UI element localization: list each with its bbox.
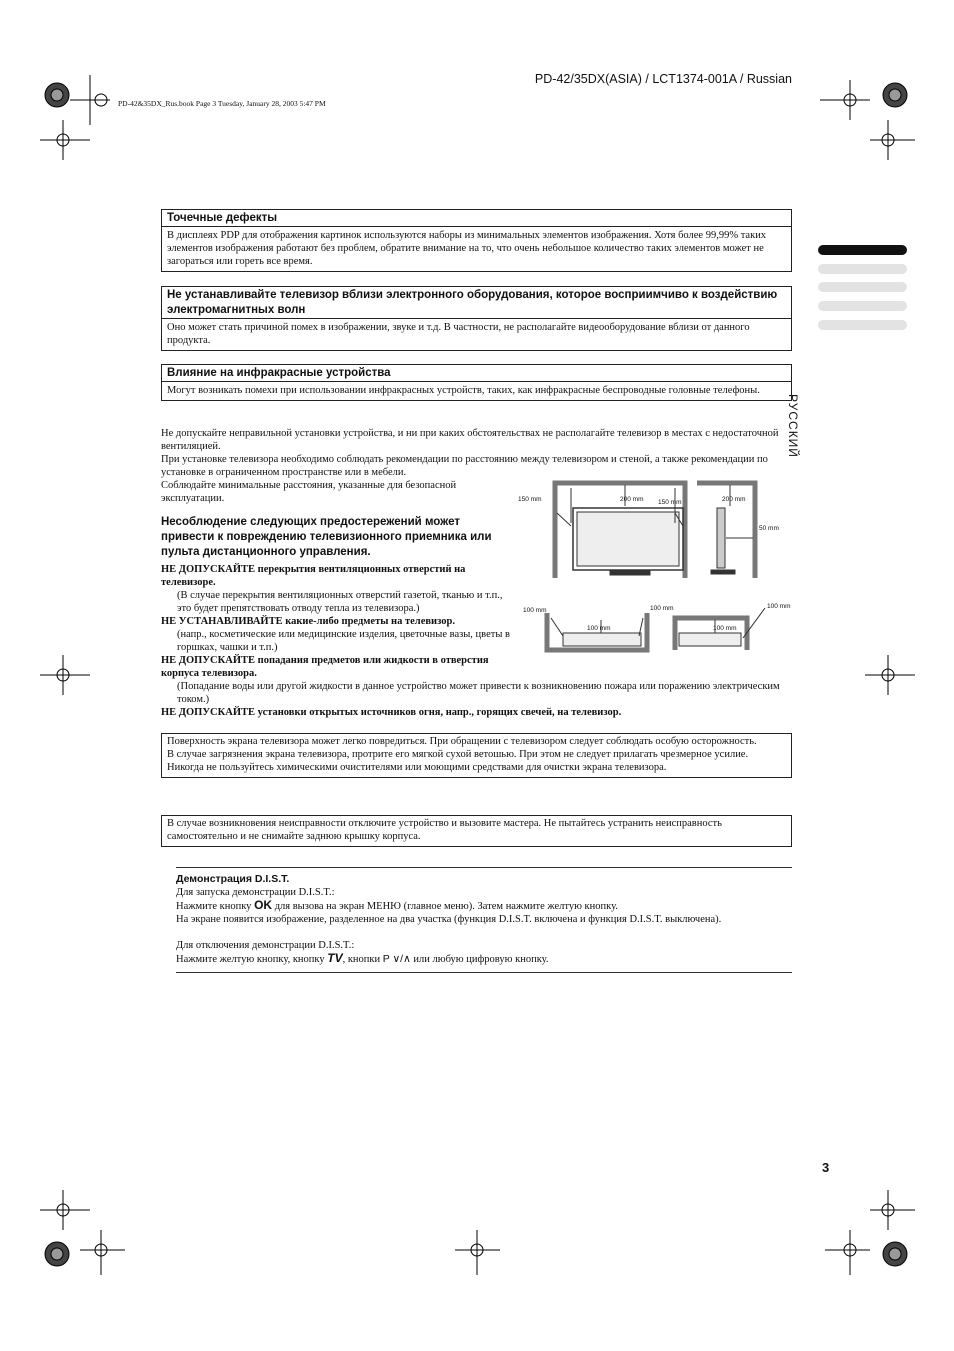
dim-label: 100 mm [767,603,791,610]
dist-title: Демонстрация D.I.S.T. [176,873,290,885]
dim-label: 100 mm [587,625,611,632]
warnings-block [161,515,511,680]
dist-text: Нажмите желтую кнопку, кнопку [176,954,328,965]
screen-care-box [161,733,792,778]
chapter-tab [818,320,907,330]
screen-care-line: В случае загрязнения экрана телевизора, протрите его мягкой сухой ветошью. При этом не следует прилагать чрезмерное усилие. [167,749,749,760]
page-number: 3 [822,1160,830,1175]
dim-label: 50 mm [759,525,779,532]
tv-side [717,508,725,568]
infrared-box [161,364,792,401]
dist-section [176,867,792,973]
chapter-tab [818,301,907,311]
dist-text: , кнопки [342,954,383,965]
dist-start-result: На экране появится изображение, разделенное на два участка (функция D.I.S.T. включена и функция D.I.S.T. выключена). [176,914,722,925]
dist-text: для вызова на экран МЕНЮ (главное меню). Затем нажмите желтую кнопку. [272,901,618,912]
tv-low-side [679,633,741,646]
box-title: Влияние на инфракрасные устройства [162,365,791,382]
model-title: PD-42/35DX(ASIA) / LCT1374-001A / Russian [534,72,792,86]
box-body: Оно может стать причиной помех в изображении, звуке и т.д. В частности, не располагайте видеооборудование вблизи от данного продукта. [167,322,750,346]
dim-label: 100 mm [650,605,674,612]
warning-1-note: (В случае перекрытия вентиляционных отверстий газетой, тканью и т.п., это будет препятствовать отводу тепла из телевизора.) [177,590,503,614]
malfunction-text: В случае возникновения неисправности отключите устройство и вызовите мастера. Не пытайтесь устранить неисправность самостоятельно и не снимайте заднюю крышку корпуса. [167,818,722,842]
screen-care-line: Поверхность экрана телевизора может легко повредиться. При обращении с телевизором следует соблюдать особую осторожность. [167,736,757,747]
box-body: В дисплеях PDP для отображения картинок используются наборы из минимальных элементов изображения. Хотя более 99,99% таких элементов изображения работают без проблем, обратите внимание на то, что очень небольшое количество таких элементов может не загораться или гореть все время. [167,230,767,267]
ventilation-distances: Соблюдайте минимальные расстояния, указанные для безопасной эксплуатации. [161,480,457,504]
clearance-diagrams [515,478,795,656]
dist-stop-line [176,952,792,966]
ok-key: OK [254,898,273,912]
dist-text: или любую цифровую кнопку. [410,954,549,965]
electronics-box [161,286,792,351]
dim-label: 150 mm [518,496,542,503]
chapter-tab [818,282,907,292]
book-info-line: PD-42&35DX_Rus.book Page 3 Tuesday, January 28, 2003 5:47 PM [118,99,326,108]
chapter-tab-active [818,245,907,255]
dim-label: 100 mm [713,625,737,632]
warning-3: НЕ ДОПУСКАЙТЕ попадания предметов или жидкости в отверстия корпуса телевизора. [161,655,489,679]
dim-label: 200 mm [620,496,644,503]
dist-text: Нажмите кнопку [176,901,255,912]
box-title: Точечные дефекты [162,210,791,227]
dist-stop-label: Для отключения демонстрации D.I.S.T.: [176,940,355,951]
dim-label: 100 mm [523,607,547,614]
dist-start-label: Для запуска демонстрации D.I.S.T.: [176,887,335,898]
box-title: Не устанавливайте телевизор вблизи электронного оборудования, которое восприимчиво к воздействию электромагнитных волн [162,287,791,319]
ventilation-line: Не допускайте неправильной установки устройства, и ни при каких обстоятельствах не располагайте телевизор в местах с недостаточной вентиляцией. [161,428,779,452]
warning-3-note: (Попадание воды или другой жидкости в данное устройство может привести к возникновению пожара или поражению электрическим током.) [177,681,780,705]
chapter-tab [818,264,907,274]
malfunction-box [161,815,792,847]
warning-4: НЕ ДОПУСКАЙТЕ установки открытых источников огня, напр., горящих свечей, на телевизор. [161,707,622,718]
dim-label: 200 mm [722,496,746,503]
language-label: РУССКИЙ [786,394,800,458]
warning-2: НЕ УСТАНАВЛИВАЙТЕ какие-либо предметы на телевизор. [161,616,455,627]
ventilation-intro [161,427,786,479]
ventilation-line: При установке телевизора необходимо соблюдать рекомендации по расстоянию между телевизором и стеной, а также рекомендации по установке в ограниченном пространстве или в мебели. [161,454,768,478]
pixel-defects-box [161,209,792,272]
warnings-heading: Несоблюдение следующих предостережений может привести к повреждению телевизионного приемника или пульта дистанционного управления. [161,516,492,558]
p-key: P ∨/∧ [382,953,411,965]
warning-1: НЕ ДОПУСКАЙТЕ перекрытия вентиляционных отверстий на телевизоре. [161,564,466,588]
tv-key: TV [327,951,343,965]
screen-care-line: Никогда не пользуйтесь химическими очистителями или моющими средствами для очистки экрана телевизора. [167,762,667,773]
dim-label: 150 mm [658,499,682,506]
tv-low-front [563,633,641,646]
box-body: Могут возникать помехи при использовании инфракрасных устройств, таких, как инфракрасные беспроводные головные телефоны. [167,385,760,396]
dist-start-line [176,899,792,913]
warning-2-note: (напр., косметические или медицинские изделия, цветочные вазы, цветы в горшках, чашки и т.п.) [177,629,510,653]
